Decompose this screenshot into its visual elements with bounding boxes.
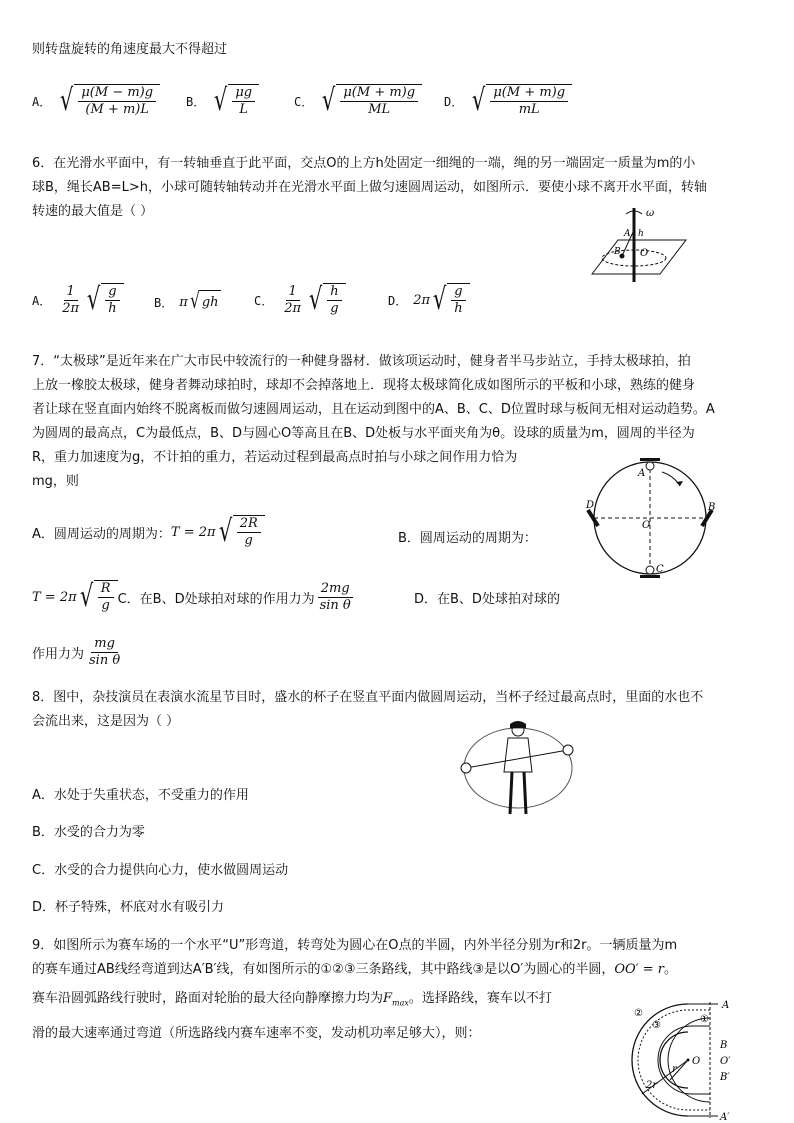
q9-b-prime-label: B′ <box>720 1072 730 1083</box>
q8-option-d[interactable]: D．杯子特殊，杯底对水有吸引力 <box>32 900 225 915</box>
q7-option-b[interactable]: B．圆周运动的周期为： <box>398 531 537 546</box>
q6-c-formula: √ $\frac{h}{g}$ <box>306 283 346 317</box>
q7-stem-line5: R，重力加速度为g，不计拍的重力，若运动过程到最高点时拍与小球之间作用力恰为 <box>32 450 518 465</box>
q6-d-formula: √ $\frac{g}{h}$ <box>430 283 470 317</box>
q8-figure <box>452 716 582 820</box>
q7-stem-line2: 上放一橡胶太极球，健身者舞动球拍时，球却不会掉落地上．现将太极球简化成如图所示的平板和小球，熟练的健身 <box>32 378 696 393</box>
q6-o-label: O <box>640 248 649 259</box>
q5-option-a[interactable]: A． √ $\frac{\mu(M - m)g}{(M + m)L}$ <box>32 84 160 118</box>
q9-route-1-label: ① <box>700 1014 709 1025</box>
q5-c-formula: √ $\frac{\mu(M + m)g}{ML}$ <box>319 84 422 118</box>
q9-a-prime-label: A′ <box>720 1112 730 1122</box>
q7-option-d-tail: 作用力为 $\frac{mg}{\text{sin θ}}$ <box>32 636 121 668</box>
q6-option-c[interactable]: C． $\frac{1}{2\pi}$ √ $\frac{h}{g}$ <box>254 283 346 317</box>
q5-stem-tail: 则转盘旋转的角速度最大不得超过 <box>32 42 228 57</box>
q8-hair <box>510 721 526 728</box>
q8-leg-right <box>524 772 526 814</box>
q6-b-formula: √ gh <box>189 289 219 314</box>
q9-o-label: O <box>692 1056 701 1067</box>
q6-figure <box>582 206 692 284</box>
q8-stem-line2: 会流出来，这是因为（ ） <box>32 714 180 729</box>
q5-option-b[interactable]: B． √ $\frac{\mu g}{L}$ <box>186 84 259 118</box>
q9-a-label: A <box>722 1000 730 1011</box>
q6-option-b[interactable]: B． π √ gh <box>154 289 219 314</box>
q8-cup-right <box>563 745 573 755</box>
q7-stem-line6: mg，则 <box>32 474 79 489</box>
q5-option-d[interactable]: D． √ $\frac{\mu(M + m)g}{mL}$ <box>444 84 572 118</box>
q7-stem-line1: 7．“太极球”是近年来在广大市民中较流行的一种健身器材．做该项运动时，健身者半马步站立，手持太极球拍，拍 <box>32 354 691 369</box>
q7-stem-line4: 为圆周的最高点，C为最低点，B、D与圆心O等高且在B、D处板与水平面夹角为θ。设球的质量为m，圆周的半径为 <box>32 426 695 441</box>
q6-plane <box>592 240 686 274</box>
q7-option-b-formula-row: T = 2π √ $\frac{R}{g}$ C．在B、D处球拍对球的作用力为 $\frac{2mg}{\text{sin θ}}$ <box>32 579 351 614</box>
q7-ball-c <box>646 566 654 574</box>
q5-d-formula: √ $\frac{\mu(M + m)g}{mL}$ <box>469 84 572 118</box>
q7-option-c[interactable]: C．在B、D处球拍对球的作用力为 <box>117 591 315 607</box>
q8-stem-line1: 8．图中，杂技演员在表演水流星节目时，盛水的杯子在竖直平面内做圆周运动，当杯子经过最高点时，里面的水也不 <box>32 690 704 705</box>
q6-h-label: h <box>638 229 644 239</box>
q9-route-1 <box>658 1026 710 1094</box>
q9-o-prime-label: O′ <box>720 1056 731 1067</box>
q7-figure <box>584 454 724 580</box>
q7-option-a[interactable]: A．圆周运动的周期为： T = 2π √ $\frac{2R}{g}$ <box>32 515 265 549</box>
q9-route-3-label: ③ <box>652 1020 661 1031</box>
q6-option-d[interactable]: D． 2π √ $\frac{g}{h}$ <box>388 283 470 317</box>
q7-o-label: O <box>642 520 651 531</box>
q7-b-label: B <box>708 502 716 513</box>
q9-stem-line3: 赛车沿圆弧路线行驶时，路面对轮胎的最大径向静摩擦力均为$F_{max}$。选择路线，赛车以不打 <box>32 991 552 1008</box>
q9-stem-line1: 9．如图所示为赛车场的一个水平“U”形弯道，转弯处为圆心在O点的半圆，内外半径分别为r和2r。一辆质量为m <box>32 938 678 953</box>
q9-route-2-label: ② <box>634 1008 643 1019</box>
q8-option-b[interactable]: B．水受的合力为零 <box>32 825 145 840</box>
q8-leg-left <box>510 772 512 814</box>
q6-omega-label: ω <box>646 208 655 219</box>
q8-cup-left <box>461 763 471 773</box>
q6-option-a[interactable]: A． $\frac{1}{2\pi}$ √ $\frac{g}{h}$ <box>32 283 124 317</box>
q5-option-c[interactable]: C． √ $\frac{\mu(M + m)g}{ML}$ <box>294 84 422 118</box>
q9-stem-line2: 的赛车通过AB线经弯道到达A′B′线，有如图所示的①②③三条路线，其中路线③是以O′为圆心的半圆，OO′ = r。 <box>32 962 677 977</box>
q6-stem-line2: 球B，绳长AB=L>h，小球可随转轴转动并在光滑水平面上做匀速圆周运动，如图所示．要使小球不离开水平面，转轴 <box>32 180 707 195</box>
q6-stem-line1: 6．在光滑水平面中，有一转轴垂直于此平面，交点O的上方h处固定一细绳的一端，绳的另一端固定一质量为m的小 <box>32 156 696 171</box>
q6-a-label: A <box>624 229 631 239</box>
q6-b-label: B <box>614 247 621 257</box>
q9-b-label: B <box>720 1040 728 1051</box>
q8-option-c[interactable]: C．水受的合力提供向心力，使水做圆周运动 <box>32 863 289 878</box>
q8-body <box>504 738 532 772</box>
q9-figure <box>612 998 744 1122</box>
q7-a-label: A <box>638 468 646 479</box>
q7-board-a <box>640 458 660 461</box>
q7-ball-a <box>646 462 654 470</box>
q9-2r-label: 2r <box>646 1080 658 1091</box>
q7-d-label: D <box>586 500 595 511</box>
q9-stem-line4: 滑的最大速率通过弯道（所选路线内赛车速率不变，发动机功率足够大），则： <box>32 1026 481 1041</box>
q7-stem-line3: 者让球在竖直面内始终不脱离板而做匀速圆周运动，且在运动到图中的A、B、C、D位置时球与板间无相对运动趋势。A <box>32 402 715 417</box>
q9-r-label: r <box>672 1064 677 1075</box>
q7-board-c <box>640 575 660 578</box>
q7-option-d[interactable]: D．在B、D处球拍对球的 <box>414 592 560 607</box>
q7-motion-arrow <box>662 472 680 486</box>
q6-a-formula: √ $\frac{g}{h}$ <box>84 283 124 317</box>
q8-option-a[interactable]: A．水处于失重状态，不受重力的作用 <box>32 788 249 803</box>
q5-b-formula: √ $\frac{\mu g}{L}$ <box>211 84 259 118</box>
q6-stem-line3: 转速的最大值是（ ） <box>32 204 154 219</box>
q5-a-formula: √ $\frac{\mu(M - m)g}{(M + m)L}$ <box>57 84 160 118</box>
q7-c-label: C <box>656 564 664 575</box>
